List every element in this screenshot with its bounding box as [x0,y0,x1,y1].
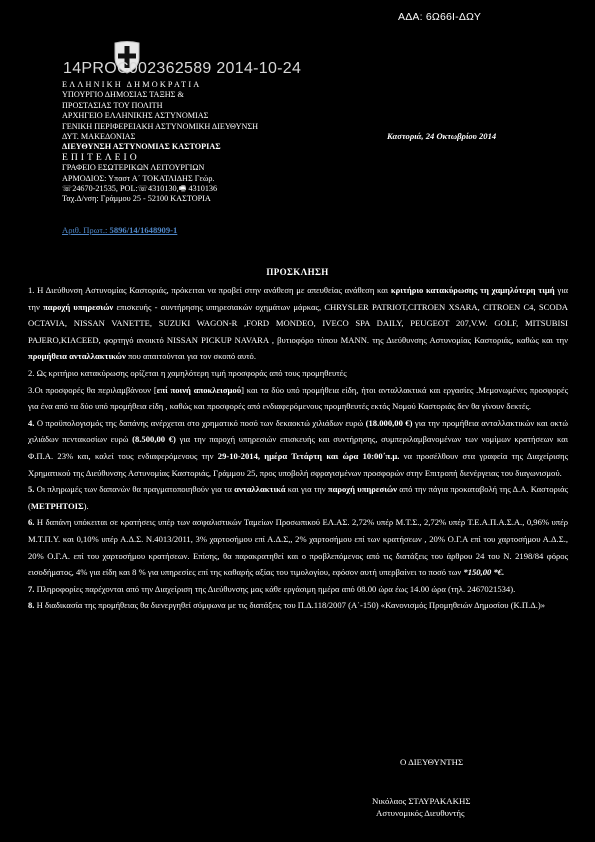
letterhead-line: ΠΡΟΣΤΑΣΙΑΣ ΤΟΥ ΠΟΛΙΤΗ [62,100,163,110]
text: Οι πληρωμές των δαπανών θα πραγματοποιηθούν για τα [34,484,235,495]
letterhead-line: ΔΥΤ. ΜΑΚΕΔΟΝΙΑΣ [62,132,136,142]
text: (18.000,00 €) [365,417,413,428]
text: επισκευής - συντήρησης υπηρεσιακών οχημάτων μάρκας, CHRYSLER PATRIOT,CITROEN XSARA, CITROEN C4, SCODA OCTAVIA, NISSAN VANETTE, SUZUKI WAGON-R ,FORD MONDEO, IVECO SPA DAILY, PEUGEOT 207,V.W. GOLF, MITSUBISI PAJERO,KIACEED, φορτηγό ανοικτό NISSAN PICKUP NAVARA , βυτιοφόρο τύπου MANN. της Διεύθυνσης Αστυνομίας Καστοριάς, καθώς και την [28,301,568,345]
letterhead-line: ΓΡΑΦΕΙΟ ΕΣΩΤΕΡΙΚΩΝ ΛΕΙΤΟΥΡΓΙΩΝ [62,163,205,173]
text: ). [83,500,89,511]
text: 8. [28,600,35,611]
text: να προσέλθουν στα γραφεία της Διαχείρισης Χρηματικού της Διεύθυνσης Αστυνομίας Καστοριάς, Γράμμου 25, προς υποβολή σφραγισμένων προσφορών στην Επιτροπή διενέργειας του διαγωνισμού. [28,450,569,478]
letterhead-line: ΓΕΝΙΚΗ ΠΕΡΙΦΕΡΕΙΑΚΗ ΑΣΤΥΝΟΜΙΚΗ ΔΙΕΥΘΥΝΣΗ [62,121,259,131]
text: 5. [28,484,35,495]
paragraph-1 [28,282,568,365]
text: επί ποινή αποκλεισμού [156,384,242,395]
letterhead-line: Ταχ.Δ/νση: Γράμμου 25 - 52100 ΚΑΣΤΟΡΙΑ [62,194,211,204]
document-title: ΠΡΟΣΚΛΗΣΗ [266,267,329,277]
letterhead-line: ΥΠΟΥΡΓΙΟ ΔΗΜΟΣΙΑΣ ΤΑΞΗΣ & [62,90,184,100]
text: 4. [28,417,35,428]
paragraph-6 [28,514,568,580]
letterhead-line: ΑΡΜΟΔΙΟΣ: Υπαστ Α΄ ΤΟΚΑΤΛΙΔΗΣ Γεώρ. [62,173,215,183]
text: για την προμήθεια ανταλλακτικών και οκτώ χιλιάδων πεντακοσίων ευρώ [28,417,568,445]
text: 6. [28,517,35,528]
letterhead-line: ☏24670-21535, POL:☏4310130,🖷 4310136 [62,184,218,194]
paragraph-5 [28,481,568,514]
text: Ο προϋπολογισμός της δαπάνης ανέρχεται στο χρηματικό ποσό των δεκαοκτώ χιλιάδων ευρώ [34,417,366,428]
text: παροχή υπηρεσιών [327,484,398,495]
signatory-rank: Αστυνομικός Διευθυντής [376,808,465,818]
document-stamp: 14PROC002362589 2014-10-24 [63,60,302,77]
text: *150,00 *€. [463,567,505,578]
text: 7. [28,583,35,594]
text: ] και τα δύο υπό προμήθεια είδη, ήτοι ανταλλακτικά και εργασίες .Μεμονωμένες προσφορές για ένα από τα δύο υπό προμήθεια είδη , καθώς και προσφορές από ενδιαφερόμενους προμηθευτές εκτός Νομού Καστοριάς δεν θα γίνουν δεκτές. [28,384,568,412]
paragraph-3 [28,382,568,415]
paragraph-4 [28,415,568,481]
document-body [28,282,568,614]
protocol-number [62,225,177,235]
signatory-role: Ο ΔΙΕΥΘΥΝΤΗΣ [400,757,464,767]
text: 3.Οι προσφορές θα περιλαμβάνουν [ [28,384,157,395]
paragraph-8 [28,597,568,614]
text: Η δαπάνη υπόκειται σε κρατήσεις υπέρ των ασφαλιστικών Ταμείων Προσωπικού ΕΛ.ΑΣ. 2,72% υπέρ Μ.Τ.Σ., 2,72% υπέρ Τ.Ε.Α.Π.Α.Σ.Α., 0,96% υπέρ Μ.Τ.Π.Υ. και 0,10% υπέρ Α.Δ.Σ. Ν.4013/2011, 3% χαρτοσήμου επί Α.Δ.Σ,, 2% χαρτοσήμου επί των κρατήσεων , 20% Ο.Γ.Α επί του χαρτοσήμου Α.Δ.Σ., 20% Ο.Γ.Α. επί του χαρτοσήμου κρατήσεων. Επίσης, θα παρακρατηθεί και ο προβλεπόμενος από τις διατάξεις του άρθρου 24 του Ν. 2198/84 φόρος εισοδήματος, 4% για είδη και 8 % για υπηρεσίες επί της καθαρής αξίας του τιμολογίου, εφόσον αυτή υπερβαίνει το ποσό των [28,517,568,578]
letterhead-line: ΕΠΙΤΕΛΕΙΟ [62,151,140,163]
text: κριτήριο κατακύρωσης τη χαμηλότερη τιμή [390,285,555,295]
letterhead-line: ΑΡΧΗΓΕΙΟ ΕΛΛΗΝΙΚΗΣ ΑΣΤΥΝΟΜΙΑΣ [62,111,209,121]
text: και για την [285,484,328,495]
text: ΜΕΤΡΗΤΟΙΣ [30,500,84,511]
text: από την πάγια προκαταβολή της Δ.Α. Καστοριάς ( [28,484,568,511]
paragraph-7 [28,581,568,598]
text: 29-10-2014, ημέρα Τετάρτη και ώρα 10:00΄π.μ. [217,450,400,461]
protocol-value: 5896/14/1648909-1 [109,225,178,235]
text: ανταλλακτικά [234,484,286,495]
text: Η διαδικασία της προμήθειας θα διενεργηθεί σύμφωνα με τις διατάξεις του Π.Δ.118/2007 (Α΄-150) «Κανονισμός Προμηθειών Δημοσίου (Κ.Π.Δ.)» [34,600,546,611]
text: για την [28,285,569,312]
text: προμήθεια ανταλλακτικών [28,351,126,362]
letterhead-line: ΔΙΕΥΘΥΝΣΗ ΑΣΤΥΝΟΜΙΑΣ ΚΑΣΤΟΡΙΑΣ [62,142,221,152]
letterhead [62,80,392,205]
text: για την παροχή υπηρεσιών επισκευής και συντήρησης, συμπεριλαμβανομένων των νομίμων κρατήσεων και Φ.Π.Α. 23% και, καλεί τους ενδιαφερόμενους την [28,434,569,461]
letterhead-line: ΕΛΛΗΝΙΚΗ ΔΗΜΟΚΡΑΤΙΑ [62,80,202,89]
place-date: Καστοριά, 24 Οκτωβρίου 2014 [387,131,497,141]
paragraph-2: 2. Ως κριτήριο κατακύρωσης ορίζεται η χαμηλότερη τιμή προσφοράς από τους προμηθευτές [28,367,347,378]
signatory-name: Νικόλαος ΣΤΑΥΡΑΚΑΚΗΣ [372,796,471,806]
text: 1. Η Διεύθυνση Αστυνομίας Καστοριάς, πρόκειται να προβεί στην ανάθεση με απευθείας ανάθεση και [28,285,391,295]
ada-code: ΑΔΑ: 6Ω66Ι-ΔΩΥ [398,11,482,23]
protocol-label: Αριθ. Πρωτ.: [62,225,110,235]
text: Πληροφορίες παρέχονται από την Διαχείριση της Διεύθυνσης μας κάθε εργάσιμη ημέρα από 08.00 ώρα έως 14.00 ώρα (τηλ. 2467021534). [34,583,516,594]
text: (8.500,00 €) [132,434,176,445]
text: παροχή υπηρεσιών [43,301,114,312]
text: που απαιτούνται για τον σκοπό αυτό. [125,351,257,362]
